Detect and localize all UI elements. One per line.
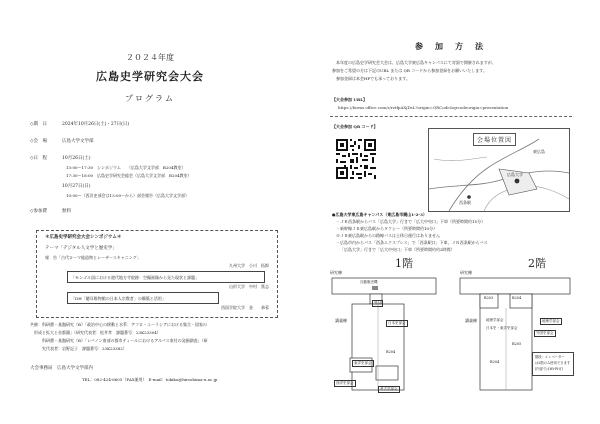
speaker-title-box (67, 292, 219, 304)
date-value: 2024年10月26日(土)・27日(日) (62, 122, 130, 127)
access-line: 「広島大学」行きで「広大中央口」下車（所要時間約約2時間） (340, 247, 455, 252)
speaker-affil: 九州大学 小川 拓郎 (229, 263, 269, 268)
event-year: ２０２４年度 (126, 53, 174, 62)
date-label: ◇期 日 (30, 122, 47, 127)
day1-item: 13:00〜17:30 シンポジウム （広島大学文学部 B204教室） (66, 165, 186, 170)
room-label: 日本史部会 (388, 321, 406, 325)
floor1-building-lecture: 講義棟 (335, 318, 347, 323)
venue-value: 広島大学文学部 (62, 139, 94, 144)
room-label: 考古学部会 (380, 387, 398, 391)
legend-note: は2階のみ使用できます (535, 361, 571, 365)
cosponsor-note: 形成と拡大と首都圏」（研究代表者：松井孝 課題番号：23K23304） (30, 330, 161, 335)
speaker-affil: 山形大学 中村 篤志 (229, 284, 269, 289)
legend-box (532, 352, 574, 376)
url-label: 【大会参加 URL】 (332, 97, 368, 102)
room-note: B204 (490, 360, 500, 364)
room-label: 自動販売機 (360, 280, 378, 284)
room-note: 日本史・東洋史部会 (486, 326, 518, 330)
speaker-title: 報 告「古代ローマ総造物とレーザースキャニング」 (45, 255, 141, 260)
contact-office: 大会事務局 広島大学文学部内 (30, 366, 93, 371)
room-label: B204 (386, 350, 396, 354)
map-label-university: 広島大学 (507, 172, 523, 177)
room-label: B203 (484, 296, 494, 300)
speaker-title: 「DH「聴耳唯物館の日本人宗教者」の構築と活用」 (71, 295, 166, 301)
cosponsor-note: 究代表者：岩野記子 課題番号：23K23382） (30, 346, 127, 351)
room-label: B204 (512, 296, 522, 300)
floor1-label: 1階 (395, 257, 413, 270)
participation-heading: 参 加 方 法 (415, 41, 485, 51)
venue-label: ◇会 場 (30, 139, 47, 144)
floor2-label: 2階 (528, 257, 546, 270)
room-label: 外国史部会 (536, 331, 554, 335)
floor1-plan (330, 276, 450, 396)
cosponsor-note: 共催：科研費・基盤研究（B）「政治中心の移動と水系：アフロ・ユーラシアにおける集合・国家の (30, 322, 207, 327)
intro-text: 参加をご希望の方は下記のURL または QR コードから参加登録をお願いいたします。 (332, 68, 487, 73)
symposium-box (36, 230, 278, 318)
fee-value: 無料 (62, 209, 71, 214)
access-line: ・広島市内からバス「西条エクスプレス」で「西条駅口」下車、ＪＲ西条駅からバス (336, 240, 488, 245)
intro-text: 本年度の広島史学研究会大会は、広島大学東広島キャンパスにて対面で開催されますが、 (336, 60, 496, 65)
event-title: 広島史学研究会大会 (96, 70, 204, 83)
symposium-heading: ＊広島史学研究会大会シンポジウム＊ (45, 235, 122, 240)
map-label-station: 東広島 (533, 149, 545, 154)
floor2-building-lecture: 講義棟 (465, 318, 477, 323)
access-line: ・新幹線ＪＲ東広島駅からタクシー（所要時間約10分） (336, 226, 438, 231)
room-label: B205 (512, 342, 522, 346)
event-subtitle: プログラム (125, 94, 175, 103)
day2-item: 10:00〜（西洋史部会は13:00〜から）部会報告（広島大学文学部） (66, 193, 190, 198)
speaker-title-box (67, 271, 265, 283)
contact-details: TEL：082-424-6605（FAX兼用） E-mail：tokiko@hiroshima-u.ac.jp (82, 377, 218, 382)
intro-text: 参加登録は本会HPでも承っております。 (336, 76, 410, 81)
schedule-label: ◇日 程 (30, 156, 47, 161)
access-line: ●広島大学東広島キャンパス（東広島市鏡山1-2-3） (332, 212, 427, 217)
day1-item: 17:30〜18:00 広島史学研究会総会（広島大学文学部 B204教室） (66, 173, 192, 178)
venue-map (428, 128, 570, 212)
room-label: 地理学部会 (542, 319, 560, 323)
registration-url[interactable]: https://forms.office.com/r/rztfpAXjDsL?origin=QRCode&qrcodeorigin=presentation (338, 105, 509, 110)
symposium-theme: テーマ「デジタル人文学と歴史学」 (45, 246, 117, 251)
qr-code-icon[interactable] (334, 137, 378, 181)
room-label: 西洋史部会 (336, 381, 354, 385)
room-label: 受付 (374, 301, 381, 305)
floor1-building-research: 研究棟 (330, 270, 342, 275)
access-line: ・ＪＲ西条駅からバス「広島大学」行きで「広大中央口」下車（所要時間約15分） (336, 219, 486, 224)
cosponsor-note: 科研費・基盤研究（B）「レバノン南部の都市ティールにおけるアルバス家付の発掘調査」（研 (30, 338, 208, 343)
access-line: ※ＪＲ東広島駅からの路線バスは土休日運行はありません (336, 233, 440, 238)
participation-page (300, 0, 600, 424)
day2-date: 10月27日(日) (62, 184, 91, 189)
divider (330, 116, 572, 117)
map-label-saijo: 西条駅 (459, 200, 471, 205)
speaker-title: 「モンゴル国における遊代地方寺院跡：空撮画像から見た現状と課題」 (71, 274, 199, 280)
speaker-affil: 西国学院大学 金 恭蓉 (221, 305, 269, 310)
day1-date: 10月26日(土) (62, 156, 91, 161)
fee-label: ◇参加費 (30, 209, 47, 214)
floor2-plan (458, 276, 578, 396)
legend-note: 階段：エレベーター (535, 355, 565, 359)
map-title: 会場位置図 (473, 133, 516, 146)
floor2-building-research: 研究棟 (460, 270, 472, 275)
legend-note: (内部ではWi-Fi可) (535, 367, 563, 371)
room-label: 東洋史部会 (354, 361, 372, 365)
qr-label: 【大会参加 QR コード】 (332, 124, 378, 129)
room-note: 地理学部会 (486, 318, 504, 322)
